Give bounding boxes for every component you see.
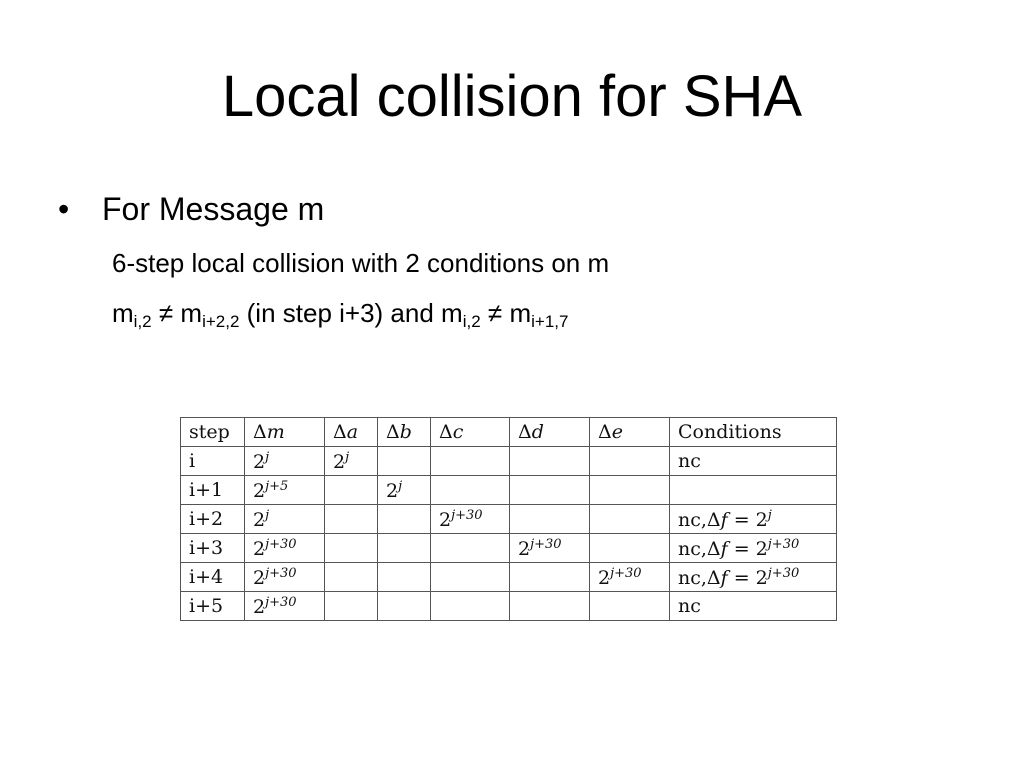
condition-text: nc,Δ [678, 508, 721, 531]
table-cell [245, 505, 325, 534]
table-cell [590, 592, 670, 621]
table-cell [325, 563, 378, 592]
table-cell [245, 476, 325, 505]
table-header-cell [378, 418, 431, 447]
power-exponent: j+30 [451, 507, 483, 523]
table-cell [510, 592, 590, 621]
table-header-cell [325, 418, 378, 447]
header-prefix: Δ [439, 421, 453, 443]
cond-sub3: i,2 [462, 312, 481, 331]
table-cell [670, 563, 837, 592]
table-row [181, 592, 837, 621]
table-cell [590, 563, 670, 592]
table-cell [325, 447, 378, 476]
table-header-cell [590, 418, 670, 447]
table-row [181, 534, 837, 563]
condition-equals: = 2 [727, 566, 768, 589]
cond-m2: m [180, 298, 203, 328]
table-cell [378, 592, 431, 621]
header-variable: c [452, 421, 464, 443]
table-cell [590, 505, 670, 534]
table-cell [325, 505, 378, 534]
power-base: 2 [253, 595, 266, 618]
table-cell [431, 534, 510, 563]
header-variable: d [531, 421, 544, 443]
table-header-row [181, 418, 837, 447]
slide-title: Local collision for SHA [221, 64, 803, 129]
table-cell [431, 592, 510, 621]
local-collision-table [180, 417, 837, 621]
table-cell [325, 476, 378, 505]
table-cell [245, 534, 325, 563]
table-header-cell [431, 418, 510, 447]
condition-text: nc [678, 595, 701, 617]
table-cell [431, 563, 510, 592]
table-cell [590, 534, 670, 563]
power-base: 2 [253, 537, 266, 560]
power-base: 2 [253, 479, 266, 502]
condition-equals: = 2 [727, 508, 768, 531]
table-header-cell [670, 418, 837, 447]
table-cell [510, 534, 590, 563]
condition-text: nc [678, 450, 701, 472]
table-cell: i+3 [181, 534, 245, 563]
table-cell [431, 447, 510, 476]
condition-exponent: j+30 [767, 565, 800, 581]
header-prefix: step [189, 421, 230, 443]
header-variable: e [611, 421, 623, 443]
table-cell [590, 447, 670, 476]
table-header-cell [245, 418, 325, 447]
table-cell: i [181, 447, 245, 476]
table-cell [510, 447, 590, 476]
cond-sub4: i+1,7 [531, 312, 569, 331]
bullet-text: For Message m [102, 191, 325, 227]
power-exponent: j+30 [265, 565, 297, 581]
header-prefix: Δ [253, 421, 267, 443]
table-cell [245, 592, 325, 621]
table-cell: i+2 [181, 505, 245, 534]
header-variable: b [399, 421, 412, 443]
condition-equals: = 2 [727, 537, 768, 560]
table-row [181, 563, 837, 592]
power-base: 2 [333, 450, 346, 473]
table-cell [431, 476, 510, 505]
table-cell [510, 505, 590, 534]
power-exponent: j [398, 478, 403, 494]
power-base: 2 [253, 508, 266, 531]
header-prefix: Δ [598, 421, 612, 443]
power-exponent: j [265, 507, 270, 523]
table-cell: i+4 [181, 563, 245, 592]
table-cell [670, 505, 837, 534]
table-cell [378, 505, 431, 534]
table-row [181, 447, 837, 476]
table-cell [325, 534, 378, 563]
table-cell [245, 447, 325, 476]
cond-m4: m [509, 298, 532, 328]
table-cell [670, 447, 837, 476]
table-cell [378, 447, 431, 476]
condition-variable: f [720, 566, 728, 589]
condition-exponent: j [767, 507, 772, 523]
power-base: 2 [439, 508, 452, 531]
header-variable: a [346, 421, 359, 443]
power-base: 2 [253, 566, 266, 589]
table-cell [670, 534, 837, 563]
condition-variable: f [720, 537, 728, 560]
table-cell [245, 563, 325, 592]
condition-text: nc,Δ [678, 537, 721, 560]
condition-exponent: j+30 [767, 536, 800, 552]
condition-variable: f [720, 508, 728, 531]
power-base: 2 [253, 450, 266, 473]
power-exponent: j [265, 449, 270, 465]
table-cell [670, 592, 837, 621]
table-cell [590, 476, 670, 505]
header-prefix: Δ [518, 421, 532, 443]
sub-line-local-collision: 6-step local collision with 2 conditions on m [112, 248, 610, 278]
table-cell [510, 476, 590, 505]
power-exponent: j+30 [610, 565, 642, 581]
power-exponent: j+30 [530, 536, 562, 552]
header-prefix: Δ [386, 421, 400, 443]
bullet-dot-icon: • [58, 191, 70, 227]
table-row [181, 476, 837, 505]
table-cell [510, 563, 590, 592]
cond-neq2: ≠ [487, 298, 503, 328]
sub-line-conditions [112, 296, 568, 330]
table-cell: i+5 [181, 592, 245, 621]
condition-text: nc,Δ [678, 566, 721, 589]
table-cell [378, 563, 431, 592]
header-variable: m [266, 421, 285, 443]
bullet-item [58, 188, 324, 230]
power-exponent: j+30 [265, 536, 297, 552]
power-base: 2 [386, 479, 399, 502]
power-base: 2 [518, 537, 531, 560]
power-base: 2 [598, 566, 611, 589]
header-prefix: Conditions [678, 421, 782, 443]
cond-neq1: ≠ [158, 298, 174, 328]
table-cell [325, 592, 378, 621]
power-exponent: j+5 [265, 478, 289, 494]
cond-middle-text: (in step i+3) and [246, 298, 434, 328]
table-cell [378, 476, 431, 505]
table-cell [378, 534, 431, 563]
table-cell [431, 505, 510, 534]
cond-sub1: i,2 [133, 312, 152, 331]
header-prefix: Δ [333, 421, 347, 443]
table-header-cell [510, 418, 590, 447]
cond-m1: m [112, 298, 134, 328]
power-exponent: j [345, 449, 350, 465]
table-cell: i+1 [181, 476, 245, 505]
cond-sub2: i+2,2 [202, 312, 240, 331]
power-exponent: j+30 [265, 594, 297, 610]
table-cell [670, 476, 837, 505]
table-header-cell [181, 418, 245, 447]
table-row [181, 505, 837, 534]
cond-m3: m [441, 298, 463, 328]
